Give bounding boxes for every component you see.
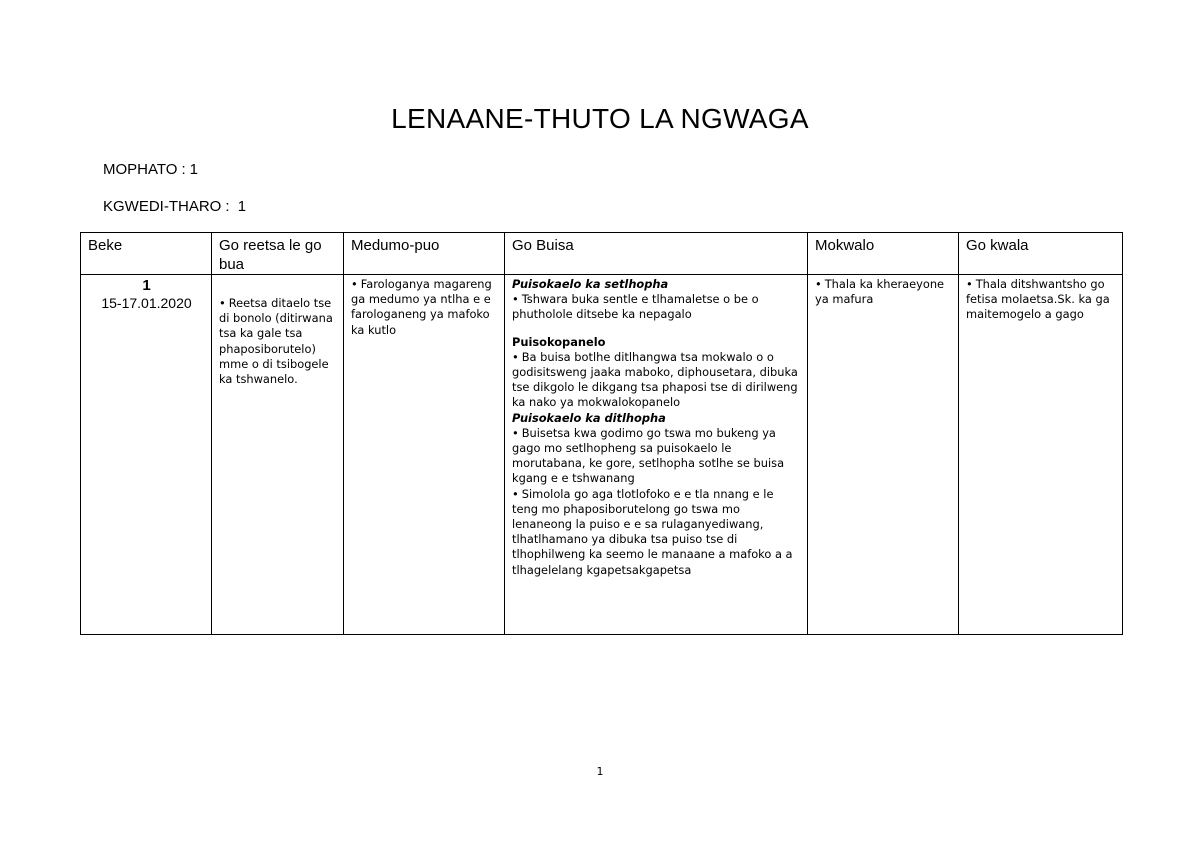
writing-cell <box>959 275 1123 635</box>
phonics-text: Farologanya magareng ga medumo ya ntlha e e farologaneng ya mafoko ka kutlo <box>351 277 492 337</box>
bullet-icon: • <box>512 425 519 440</box>
shared-reading-heading: Puisokaelo ka setlhopha <box>512 277 669 291</box>
term-value: 1 <box>237 198 247 215</box>
bullet-icon: • <box>219 296 226 310</box>
grade-label: MOPHATO <box>103 161 178 178</box>
page-number: 1 <box>596 765 604 778</box>
lesson-plan-table <box>80 232 1123 635</box>
writing-text: Thala ditshwantsho go fetisa molaetsa.Sk. ka ga maitemogelo a gago <box>966 277 1110 322</box>
term-label: KGWEDI-THARO <box>103 198 222 215</box>
week-number: 1 <box>142 277 151 294</box>
reading-cell <box>505 275 808 635</box>
paired-reading-text: Ba buisa botlhe ditlhangwa tsa mokwalo o o godisitsweng jaaka maboko, diphousetara, dibuka tse dikgolo le dikgang tsa phaposi tse di dirilweng ka nako ya mokwalokopanelo <box>512 349 798 410</box>
handwriting-cell <box>808 275 959 635</box>
header-phonics: Medumo-puo <box>344 233 505 275</box>
header-reading: Go Buisa <box>505 233 808 275</box>
bullet-icon: • <box>512 486 519 501</box>
grade-line: MOPHATO : 1 <box>103 161 198 178</box>
handwriting-text: Thala ka kheraeyone ya mafura <box>815 277 945 307</box>
listening-text: Reetsa ditaelo tse di bonolo (ditirwana tsa ka gale tsa phaposiborutelo) mme o di tsibogele ka tshwanelo. <box>219 296 333 387</box>
header-listening: Go reetsa le go bua <box>212 233 344 275</box>
header-writing: Go kwala <box>959 233 1123 275</box>
table-row <box>81 275 1123 635</box>
group-reading-text-1: Buisetsa kwa godimo go tswa mo bukeng ya gago mo setlhopheng sa puisokaelo le morutabana, ke gore, setlhopha sotlhe se buisa kgang e e tshwanang <box>512 425 785 486</box>
week-dates: 15-17.01.2020 <box>101 295 192 311</box>
phonics-cell <box>344 275 505 635</box>
week-cell <box>81 275 212 635</box>
listening-cell <box>212 275 344 635</box>
table-header-row <box>81 233 1123 275</box>
group-reading-text-2: Simolola go aga tlotlofoko e e tla nnang e le teng mo phaposiborutelong go tswa mo lenaneong la puiso e e sa rulaganyediwang, tlhatlhamano ya dibuka tsa puiso tse di tlhophilweng ka seemo le manaane a mafoko a a tlhagelelang kgapetsakgapetsa <box>512 486 793 577</box>
shared-reading-text: Tshwara buka sentle e tlhamaletse o be o phutholole ditsebe ka nepagalo <box>512 292 759 322</box>
group-reading-heading: Puisokaelo ka ditlhopha <box>512 410 666 425</box>
header-week: Beke <box>81 233 212 275</box>
bullet-icon: • <box>966 277 973 291</box>
bullet-icon: • <box>815 277 822 291</box>
bullet-icon: • <box>351 277 358 291</box>
grade-value: 1 <box>189 161 198 178</box>
bullet-icon: • <box>512 292 519 307</box>
bullet-icon: • <box>512 349 519 364</box>
page-title: LENAANE-THUTO LA NGWAGA <box>391 103 809 134</box>
header-handwriting: Mokwalo <box>808 233 959 275</box>
paired-reading-heading: Puisokopanelo <box>512 334 606 349</box>
term-line: KGWEDI-THARO : 1 <box>103 198 247 215</box>
